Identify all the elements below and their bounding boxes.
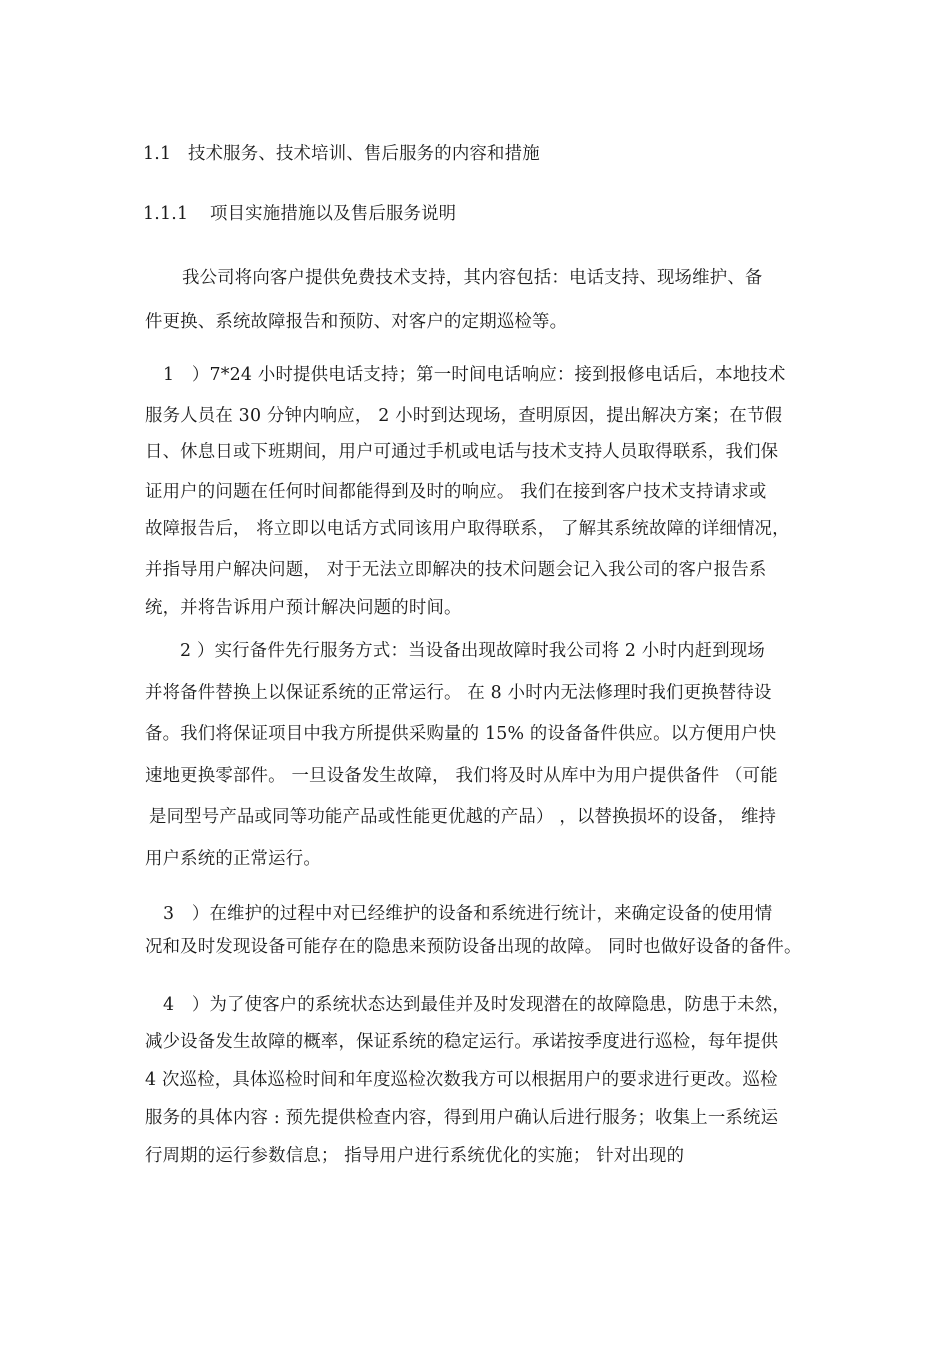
paragraph-line: 日、休息日或下班期间，用户可通过手机或电话与技术支持人员取得联系，我们保 (145, 442, 779, 462)
paragraph-line: 统，并将告诉用户预计解决问题的时间。 (145, 598, 462, 618)
heading-number: 1.1.1 (143, 204, 189, 224)
paragraph-line: 4 次巡检，具体巡检时间和年度巡检次数我方可以根据用户的要求进行更改。巡检 (145, 1070, 778, 1090)
paragraph-line: 3 ）在维护的过程中对已经维护的设备和系统进行统计，来确定设备的使用情 (163, 904, 773, 924)
paragraph-line: 减少设备发生故障的概率，保证系统的稳定运行。承诺按季度进行巡检，每年提供 (145, 1032, 779, 1052)
paragraph-line: 服务人员在 30 分钟内响应， 2 小时到达现场，查明原因，提出解决方案；在节假 (145, 406, 783, 426)
section-heading-1-1-1 (0, 203, 950, 225)
paragraph-line: 并指导用户解决问题， 对于无法立即解决的技术问题会记入我公司的客户报告系 (145, 560, 767, 580)
section-heading-1-1 (0, 143, 950, 165)
paragraph-line: 并将备件替换上以保证系统的正常运行。 在 8 小时内无法修理时我们更换替待设 (145, 683, 772, 703)
heading-number: 1.1 (143, 144, 172, 164)
paragraph-line: 4 ）为了使客户的系统状态达到最佳并及时发现潜在的故障隐患，防患于未然， (163, 995, 790, 1015)
paragraph-line: 证用户的问题在任何时间都能得到及时的响应。 我们在接到客户技术支持请求或 (145, 482, 767, 502)
paragraph-line: 行周期的运行参数信息； 指导用户进行系统优化的实施； 针对出现的 (145, 1146, 685, 1166)
paragraph-line: 是同型号产品或同等功能产品或性能更优越的产品） ，以替换损坏的设备， 维持 (149, 807, 777, 827)
paragraph-line: 用户系统的正常运行。 (145, 849, 321, 869)
paragraph-line: 故障报告后， 将立即以电话方式同该用户取得联系， 了解其系统故障的详细情况， (145, 519, 790, 539)
paragraph-line: 况和及时发现设备可能存在的隐患来预防设备出现的故障。 同时也做好设备的备件。 (145, 937, 802, 957)
paragraph-line: 备。我们将保证项目中我方所提供采购量的 15% 的设备备件供应。以方便用户快 (145, 724, 777, 744)
paragraph-line: 我公司将向客户提供免费技术支持，其内容包括：电话支持、现场维护、备 (182, 268, 763, 288)
paragraph-line: 服务的具体内容 : 预先提供检查内容，得到用户确认后进行服务；收集上一系统运 (145, 1108, 779, 1128)
heading-title: 技术服务、技术培训、售后服务的内容和措施 (188, 144, 540, 164)
heading-title: 项目实施措施以及售后服务说明 (210, 204, 457, 224)
paragraph-line: 速地更换零部件。 一旦设备发生故障， 我们将及时从库中为用户提供备件 （可能 (145, 766, 778, 786)
paragraph-line: 1 ）7*24 小时提供电话支持；第一时间电话响应：接到报修电话后，本地技术 (163, 365, 786, 385)
paragraph-line: 件更换、系统故障报告和预防、对客户的定期巡检等。 (145, 312, 568, 332)
paragraph-line: 2 ）实行备件先行服务方式：当设备出现故障时我公司将 2 小时内赶到现场 (180, 641, 766, 661)
